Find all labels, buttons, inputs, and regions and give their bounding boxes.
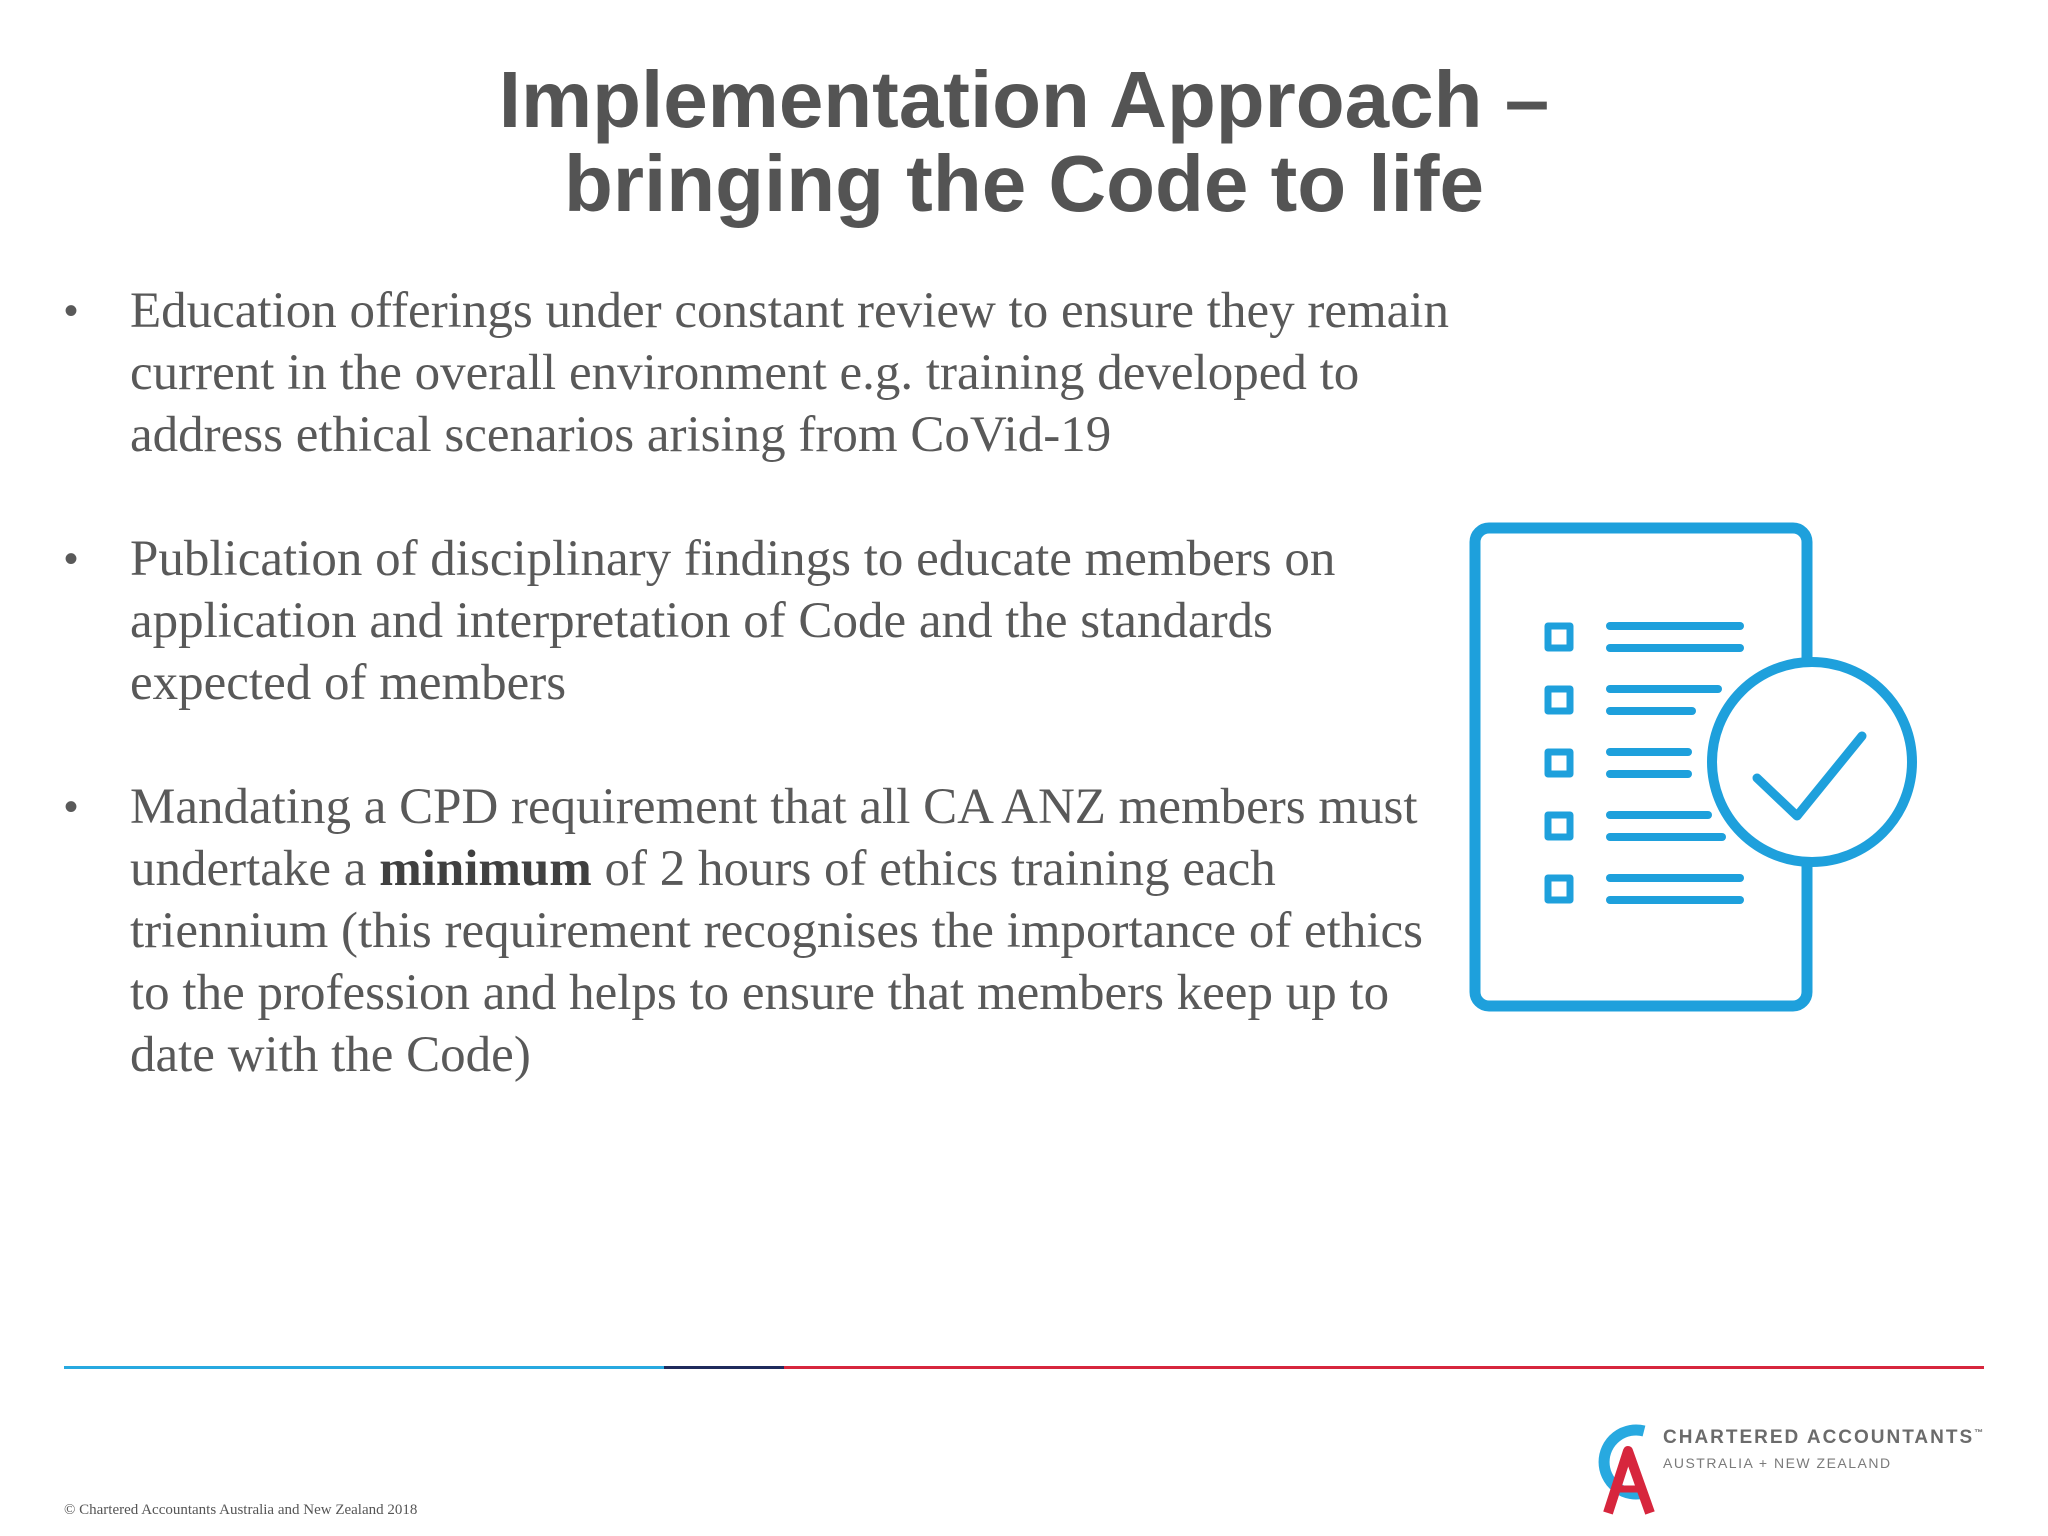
bullet-text: Publication of disciplinary findings to educate members on application and interpretation of Code and the standards expected of members <box>130 531 1336 711</box>
checkbox-4 <box>1548 815 1570 837</box>
checkbox-1 <box>1548 626 1570 648</box>
footer-rule-navy <box>664 1366 784 1369</box>
checklist-with-checkmark-icon <box>1452 486 1932 1046</box>
check-circle <box>1712 662 1912 862</box>
bullet-text: Education offerings under constant review to ensure they remain current in the overall environment e.g. training developed to address ethical scenarios arising from CoVid-19 <box>130 283 1449 463</box>
title-line-1: Implementation Approach – <box>498 55 1550 144</box>
bullet-marker: • <box>64 537 79 581</box>
bullet-text-end: of 2 hours of ethics training each triennium (this requirement recognises the importance of ethics to the profession and helps to ensure that members keep up to date with the Code) <box>130 841 1424 1083</box>
checkbox-2 <box>1548 689 1570 711</box>
checkbox-5 <box>1548 878 1570 900</box>
footer-rule-blue <box>64 1366 664 1369</box>
bullet-text-start: Mandating a CPD requirement that all CA ANZ members must undertake a <box>130 779 1418 897</box>
title-line-2: bringing the Code to life <box>564 139 1484 228</box>
checkbox-3 <box>1548 752 1570 774</box>
ca-anz-logo <box>1578 1405 1998 1515</box>
bullet-item-cpd <box>60 776 1450 1086</box>
bullet-marker: • <box>64 785 79 829</box>
logo-name-text: CHARTERED ACCOUNTANTS <box>1663 1427 1975 1448</box>
trademark-mark: ™ <box>1974 1427 1984 1438</box>
slide-title <box>0 55 2048 228</box>
bullet-text-emphasis: minimum <box>379 841 592 897</box>
bullet-item-disciplinary <box>60 528 1450 714</box>
logo-name <box>1663 1427 1983 1449</box>
ca-logo-mark-icon <box>1578 1405 1668 1515</box>
copyright-notice: © Chartered Accountants Australia and New Zealand 2018 <box>64 1502 418 1518</box>
bullet-list <box>60 280 1450 1086</box>
bullet-item-education <box>60 280 1450 466</box>
footer-rule-red <box>784 1366 1984 1369</box>
bullet-marker: • <box>64 289 79 333</box>
logo-subtitle: AUSTRALIA + NEW ZEALAND <box>1663 1455 1892 1471</box>
